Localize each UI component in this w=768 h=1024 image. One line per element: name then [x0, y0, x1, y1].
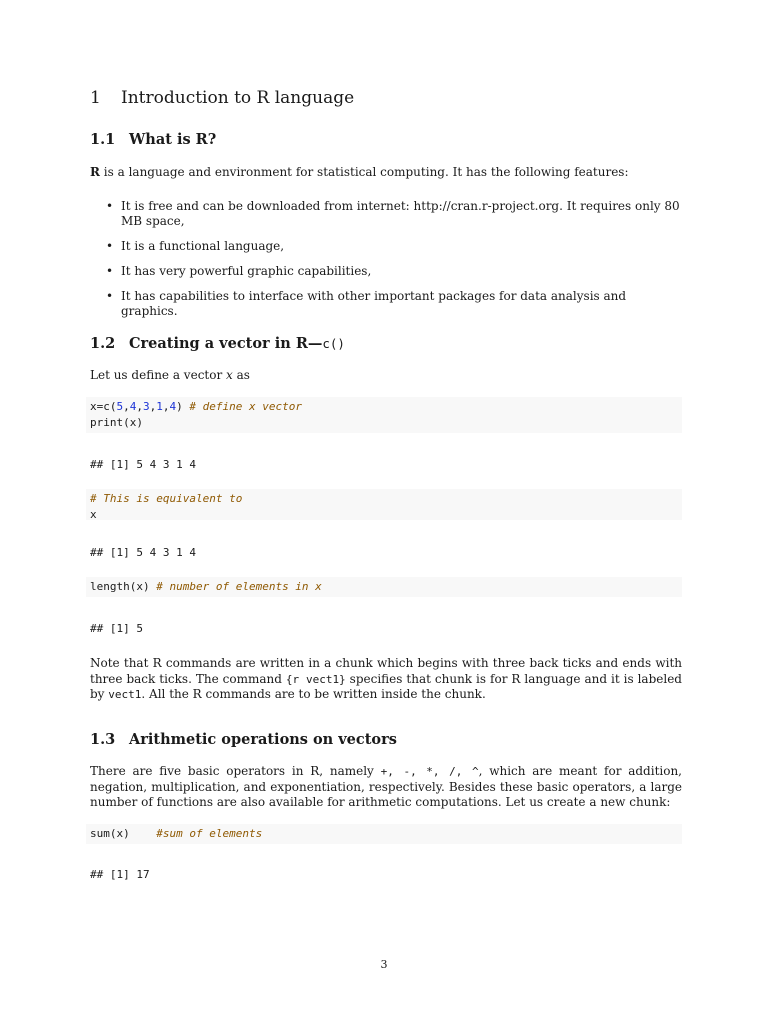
code-line: print(x) — [90, 415, 143, 429]
vector-intro-text-end: as — [232, 368, 250, 382]
list-item-text: It has capabilities to interface with other important packages for data analysis and graphics. — [121, 289, 627, 318]
note-text: . All the R commands are to be written inside the chunk. — [141, 687, 486, 701]
section-heading — [90, 88, 354, 108]
code-token: , — [149, 400, 157, 413]
list-item — [90, 239, 682, 254]
code-token: x — [90, 400, 97, 413]
feature-list — [90, 199, 682, 329]
subsection-heading-what-is-r — [90, 131, 216, 148]
subsection-heading-creating-vector — [90, 335, 345, 352]
page-number: 3 — [380, 958, 388, 971]
list-item — [90, 199, 682, 229]
section-title: Introduction to R language — [121, 88, 355, 108]
subsection-number: 1.3 — [90, 731, 116, 748]
code-number: 1 — [156, 400, 163, 413]
inline-code: vect1 — [108, 688, 142, 701]
code-chunk-define-vector — [86, 397, 682, 433]
code-token: , — [123, 400, 130, 413]
inline-code: {r vect1} — [285, 672, 346, 686]
note-paragraph — [90, 656, 682, 703]
note-text: Note that R commands are written in a chunk which begins with three back ticks and ends with three back ticks. The command — [90, 656, 682, 686]
list-item-text: It is a functional language, — [121, 239, 285, 253]
vector-intro-paragraph — [90, 368, 682, 384]
code-token: , — [162, 400, 170, 413]
code-number: 3 — [143, 400, 150, 413]
subsection-title: Creating a vector in R— — [129, 335, 323, 352]
note-text: specifies that chunk is for R language and it is labeled by — [90, 671, 682, 701]
code-comment: # This is equivalent to — [90, 492, 243, 505]
inline-code: +, -, *, /, ^ — [380, 765, 479, 778]
subsection-title: Arithmetic operations on vectors — [129, 731, 397, 748]
subsection-heading-arithmetic — [90, 731, 397, 748]
list-item-text: It is free and can be downloaded from internet: http://cran.r-project.org. It requires only 80 MB space, — [121, 199, 680, 228]
code-line: x — [90, 507, 97, 521]
operators-text: , which are meant for addition, negation, multiplication, and exponentiation, respectively. Besides these basic operators, a large number of functions are also available for arithmetic computations. Let us create a new chunk: — [90, 764, 682, 809]
vector-intro-text: Let us define a vector — [90, 368, 227, 382]
subsection-number: 1.1 — [90, 131, 116, 148]
subsection-code: c() — [322, 336, 345, 351]
subsection-number: 1.2 — [90, 335, 116, 352]
math-variable: x — [226, 368, 233, 382]
code-token: , — [136, 400, 143, 413]
list-item-text: It has very powerful graphic capabilities, — [121, 264, 372, 278]
code-comment: # number of elements in x — [156, 580, 322, 593]
operators-text: There are five basic operators in R, namely — [90, 764, 381, 778]
code-output: ## [1] 5 4 3 1 4 — [90, 546, 196, 559]
code-token: = — [96, 400, 104, 413]
code-output: ## [1] 17 — [90, 868, 150, 881]
bullet-icon: • — [106, 199, 114, 213]
code-number: 5 — [116, 400, 124, 413]
bullet-icon: • — [106, 264, 114, 278]
code-output: ## [1] 5 — [90, 622, 143, 635]
section-number: 1 — [90, 88, 101, 108]
code-token: c( — [103, 400, 117, 413]
intro-paragraph — [90, 165, 682, 181]
list-item — [90, 264, 682, 279]
code-output: ## [1] 5 4 3 1 4 — [90, 458, 196, 471]
code-line: length(x) — [90, 580, 157, 593]
code-chunk-equivalent — [86, 489, 682, 520]
bullet-icon: • — [106, 239, 114, 253]
code-token: ) — [176, 400, 190, 413]
list-item — [90, 289, 682, 319]
code-chunk-length — [86, 577, 682, 597]
code-number: 4 — [129, 400, 137, 413]
subsection-title: What is R? — [129, 131, 217, 148]
code-comment: # define x vector — [189, 400, 302, 413]
r-bold: R — [90, 165, 100, 179]
code-comment: #sum of elements — [156, 827, 263, 840]
intro-text: is a language and environment for statistical computing. It has the following features: — [99, 165, 629, 179]
code-line: sum(x) — [90, 827, 157, 840]
code-chunk-sum — [86, 824, 682, 844]
code-number: 4 — [169, 400, 177, 413]
operators-paragraph — [90, 764, 682, 811]
bullet-icon: • — [106, 289, 114, 303]
